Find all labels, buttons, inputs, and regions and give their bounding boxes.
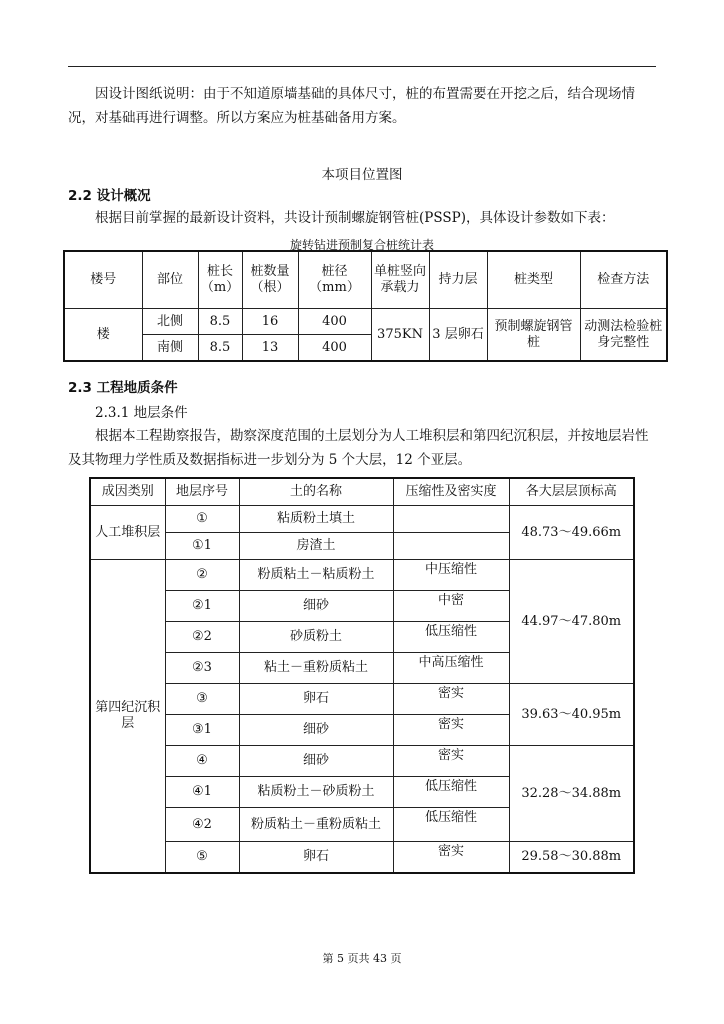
- soil-name-cell: 粘质粉土－砂质粉土: [239, 777, 393, 808]
- part-cell: 南侧: [142, 335, 198, 362]
- layer-no-cell: ③1: [165, 715, 239, 746]
- pile-statistics-table: [63, 250, 668, 362]
- count-cell: 16: [242, 309, 298, 335]
- count-cell: 13: [242, 335, 298, 362]
- layer-no-cell: ④1: [165, 777, 239, 808]
- soil-table-header-row: [90, 478, 634, 506]
- soil-name-cell: 粉质粘土－粘质粉土: [239, 560, 393, 591]
- paragraph-design-params: 根据目前掌握的最新设计资料，共设计预制螺旋钢管桩(PSSP)，具体设计参数如下表：: [95, 210, 615, 226]
- capacity-cell: 375KN: [371, 309, 429, 362]
- soil-name-cell: 粘质粉土填土: [239, 506, 393, 533]
- length-cell: 8.5: [198, 335, 242, 362]
- table-row: [64, 309, 667, 335]
- header-cell: 楼号: [64, 251, 142, 309]
- header-cell: 桩径（mm）: [298, 251, 371, 309]
- table-row: [90, 506, 634, 533]
- compressibility-cell: 密实: [393, 684, 509, 715]
- table-row: [90, 746, 634, 777]
- header-cell: 压缩性及密实度: [393, 478, 509, 506]
- layer-no-cell: ④: [165, 746, 239, 777]
- soil-name-cell: 细砂: [239, 715, 393, 746]
- pile-type-cell: 预制螺旋钢管桩: [487, 309, 580, 362]
- elevation-cell: 48.73～49.66m: [509, 506, 634, 560]
- header-cell: 桩类型: [487, 251, 580, 309]
- layer-no-cell: ③: [165, 684, 239, 715]
- soil-name-cell: 房渣土: [239, 533, 393, 560]
- bearing-layer-cell: 3 层卵石: [429, 309, 487, 362]
- genesis-cell: 第四纪沉积层: [90, 560, 165, 874]
- header-rule: [68, 66, 656, 67]
- elevation-cell: 32.28～34.88m: [509, 746, 634, 842]
- building-cell: 楼: [64, 309, 142, 362]
- part-cell: 北侧: [142, 309, 198, 335]
- soil-name-cell: 细砂: [239, 746, 393, 777]
- compressibility-cell: 低压缩性: [393, 622, 509, 653]
- elevation-cell: 29.58～30.88m: [509, 842, 634, 874]
- check-method-cell: 动测法检验桩身完整性: [580, 309, 667, 362]
- header-cell: 检查方法: [580, 251, 667, 309]
- soil-name-cell: 卵石: [239, 842, 393, 874]
- elevation-cell: 44.97～47.80m: [509, 560, 634, 684]
- compressibility-cell: 低压缩性: [393, 777, 509, 808]
- compressibility-cell: 中压缩性: [393, 560, 509, 591]
- compressibility-cell: [393, 506, 509, 533]
- compressibility-cell: [393, 533, 509, 560]
- table-row: [90, 560, 634, 591]
- soil-layer-table: [89, 477, 635, 874]
- elevation-cell: 39.63～40.95m: [509, 684, 634, 746]
- header-cell: 成因类别: [90, 478, 165, 506]
- table-row: [90, 842, 634, 874]
- layer-no-cell: ②: [165, 560, 239, 591]
- header-cell: 桩数量（根）: [242, 251, 298, 309]
- compressibility-cell: 中密: [393, 591, 509, 622]
- page-number-footer: 第 5 页共 43 页: [322, 952, 402, 965]
- layer-no-cell: ④2: [165, 808, 239, 842]
- layer-no-cell: ①1: [165, 533, 239, 560]
- header-cell: 各大层层顶标高: [509, 478, 634, 506]
- diameter-cell: 400: [298, 309, 371, 335]
- header-cell: 持力层: [429, 251, 487, 309]
- section-heading-2-3-1: 2.3.1 地层条件: [95, 405, 188, 421]
- header-cell: 部位: [142, 251, 198, 309]
- soil-name-cell: 砂质粉土: [239, 622, 393, 653]
- paragraph-strata: 根据本工程勘察报告，勘察深度范围的土层划分为人工堆积层和第四纪沉积层，并按地层岩性及其物理力学性质及数据指标进一步划分为 5 个大层，12 个亚层。: [68, 428, 649, 468]
- header-cell: 桩长（m）: [198, 251, 242, 309]
- paragraph-design-note: 因设计图纸说明：由于不知道原墙基础的具体尺寸，桩的布置需要在开挖之后，结合现场情况，对基础再进行调整。所以方案应为桩基础备用方案。: [68, 86, 635, 126]
- genesis-cell: 人工堆积层: [90, 506, 165, 560]
- header-cell: 单桩竖向承载力: [371, 251, 429, 309]
- pile-table-caption: 旋转钻进预制复合桩统计表: [289, 238, 434, 252]
- layer-no-cell: ②2: [165, 622, 239, 653]
- layer-no-cell: ②1: [165, 591, 239, 622]
- layer-no-cell: ⑤: [165, 842, 239, 874]
- table-row: [90, 684, 634, 715]
- header-cell: 土的名称: [239, 478, 393, 506]
- length-cell: 8.5: [198, 309, 242, 335]
- soil-name-cell: 粘土－重粉质粘土: [239, 653, 393, 684]
- compressibility-cell: 中高压缩性: [393, 653, 509, 684]
- diameter-cell: 400: [298, 335, 371, 362]
- compressibility-cell: 密实: [393, 842, 509, 874]
- compressibility-cell: 密实: [393, 746, 509, 777]
- soil-name-cell: 粉质粘土－重粉质粘土: [239, 808, 393, 842]
- section-heading-2-3: 2.3 工程地质条件: [68, 380, 178, 396]
- pile-table-header-row: [64, 251, 667, 309]
- figure-caption: 本项目位置图: [321, 167, 403, 183]
- layer-no-cell: ①: [165, 506, 239, 533]
- compressibility-cell: 密实: [393, 715, 509, 746]
- header-cell: 地层序号: [165, 478, 239, 506]
- layer-no-cell: ②3: [165, 653, 239, 684]
- soil-name-cell: 细砂: [239, 591, 393, 622]
- compressibility-cell: 低压缩性: [393, 808, 509, 842]
- section-heading-2-2: 2.2 设计概况: [68, 188, 151, 204]
- soil-name-cell: 卵石: [239, 684, 393, 715]
